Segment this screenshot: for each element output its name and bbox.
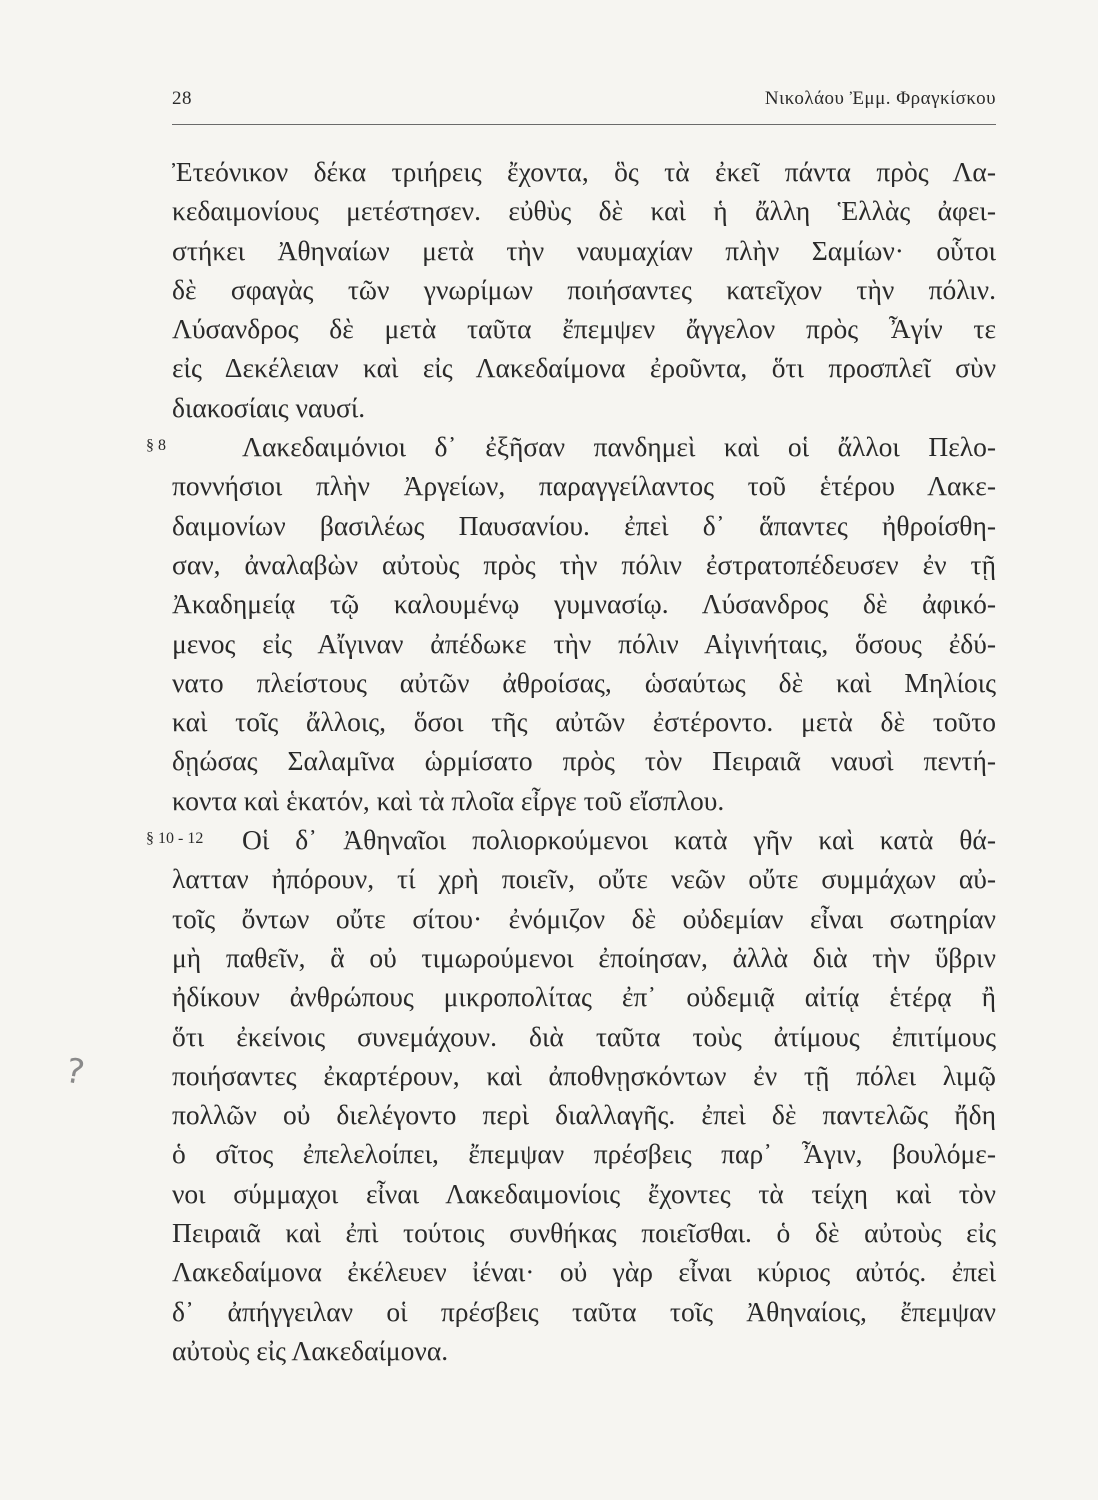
text-line: διακοσίαις ναυσί. [172,391,366,423]
text-line: Λακεδαιμόνιοι δ᾽ ἐξῆσαν πανδημεὶ καὶ οἱ ἄλλοι Πελο- [242,431,996,463]
text-line: δαιμονίων βασιλέως Παυσανίου. ἐπεὶ δ᾽ ἅπαντες ἠθροίσθη- [172,509,996,541]
text-line: ἠδίκουν ἀνθρώπους μικροπολίτας ἐπ᾽ οὐδεμιᾷ αἰτίᾳ ἑτέρᾳ ἢ [172,981,996,1013]
page-header [172,88,996,124]
header-rule [172,124,996,125]
page-number: 28 [172,88,192,109]
text-line: αὐτοὺς εἰς Λακεδαίμονα. [172,1334,449,1366]
text-line: ὅτι ἐκείνοις συνεμάχουν. διὰ ταῦτα τοὺς ἀτίμους ἐπιτίμους [172,1020,996,1052]
text-line: Λύσανδρος δὲ μετὰ ταῦτα ἔπεμψεν ἄγγελον πρὸς Ἆγίν τε [172,313,996,345]
text-line: ποιήσαντες ἐκαρτέρουν, καὶ ἀποθνῃσκόντων ἐν τῇ πόλει λιμῷ [172,1059,996,1091]
text-line: δῃώσας Σαλαμῖνα ὡρμίσατο πρὸς τὸν Πειραιᾶ ναυσὶ πεντή- [172,745,996,777]
text-line: ὁ σῖτος ἐπελελοίπει, ἔπεμψαν πρέσβεις παρ᾽ Ἆγιν, βουλόμε- [172,1138,996,1170]
text-line: εἰς Δεκέλειαν καὶ εἰς Λακεδαίμονα ἐροῦντα, ὅτι προσπλεῖ σὺν [172,352,996,384]
body-text [172,152,996,1370]
text-line: πολλῶν οὐ διελέγοντο περὶ διαλλαγῆς. ἐπεὶ δὲ παντελῶς ἤδη [172,1099,996,1131]
text-line: καὶ τοῖς ἄλλοις, ὅσοι τῆς αὐτῶν ἐστέροντο. μετὰ δὲ τοῦτο [172,706,996,738]
text-line: κεδαιμονίους μετέστησεν. εὐθὺς δὲ καὶ ἡ ἄλλη Ἑλλὰς ἀφει- [172,195,996,227]
text-line: μὴ παθεῖν, ἃ οὐ τιμωρούμενοι ἐποίησαν, ἀλλὰ διὰ τὴν ὕβριν [172,941,996,973]
text-line: Πειραιᾶ καὶ ἐπὶ τούτοις συνθήκας ποιεῖσθαι. ὁ δὲ αὐτοὺς εἰς [172,1217,996,1249]
text-line: δὲ σφαγὰς τῶν γνωρίμων ποιήσαντες κατεῖχον τὴν πόλιν. [172,273,996,305]
text-line: Ἐτεόνικον δέκα τριήρεις ἔχοντα, ὃς τὰ ἐκεῖ πάντα πρὸς Λα- [172,156,996,187]
text-line: ποννήσιοι πλὴν Ἀργείων, παραγγείλαντος τοῦ ἑτέρου Λακε- [172,470,996,502]
text-line: Ἀκαδημείᾳ τῷ καλουμένῳ γυμνασίῳ. Λύσανδρος δὲ ἀφικό- [172,588,996,620]
text-line: στήκει Ἀθηναίων μετὰ τὴν ναυμαχίαν πλὴν Σαμίων· οὗτοι [172,234,996,266]
text-line: σαν, ἀναλαβὼν αὐτοὺς πρὸς τὴν πόλιν ἐστρατοπέδευσεν ἐν τῇ [172,548,996,580]
margin-note-section-10-12: § 10 - 12 [146,830,204,847]
text-line: δ᾽ ἀπήγγειλαν οἱ πρέσβεις ταῦτα τοῖς Ἀθηναίοις, ἔπεμψαν [172,1295,996,1327]
text-line: μενος εἰς Αἴγιναν ἀπέδωκε τὴν πόλιν Αἰγινήταις, ὅσους ἐδύ- [172,627,996,659]
text-line: τοῖς ὄντων οὔτε σίτου· ἐνόμιζον δὲ οὐδεμίαν εἶναι σωτηρίαν [172,902,996,934]
text-line: Οἱ δ᾽ Ἀθηναῖοι πολιορκούμενοι κατὰ γῆν καὶ κατὰ θά- [242,824,996,856]
text-line: κοντα καὶ ἑκατόν, καὶ τὰ πλοῖα εἶργε τοῦ εἴσπλου. [172,784,725,816]
text-line: Λακεδαίμονα ἐκέλευεν ἰέναι· οὐ γὰρ εἶναι κύριος αὐτός. ἐπεὶ [172,1256,996,1288]
margin-note-section-8: § 8 [146,437,166,454]
text-line: νοι σύμμαχοι εἶναι Λακεδαιμονίοις ἔχοντες τὰ τείχη καὶ τὸν [172,1177,996,1209]
text-line: νατο πλείστους αὐτῶν ἀθροίσας, ὡσαύτως δὲ καὶ Μηλίοις [172,666,996,698]
pencil-question-mark: ? [62,1050,88,1094]
running-head: Νικολάου Ἐμμ. Φραγκίσκου [764,88,996,109]
text-line: λατταν ἠπόρουν, τί χρὴ ποιεῖν, οὔτε νεῶν οὔτε συμμάχων αὐ- [172,863,996,895]
